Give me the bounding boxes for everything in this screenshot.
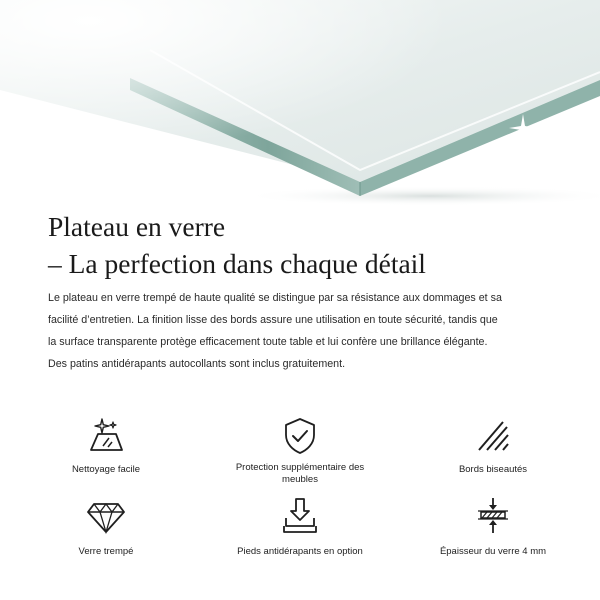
thickness-icon	[473, 496, 513, 536]
description	[48, 287, 573, 375]
feature-label: Verre trempé	[78, 546, 134, 557]
glass-plate-image	[0, 0, 600, 212]
sparkle-surface-icon	[86, 416, 126, 456]
title-line-2: – La perfection dans chaque détail	[48, 248, 426, 279]
feature-furniture-protection	[225, 416, 375, 486]
feature-non-slip-feet	[225, 496, 375, 558]
description-line: Le plateau en verre trempé de haute qualité se distingue par sa résistance aux dommages et sa	[48, 292, 502, 304]
bevel-lines-icon	[473, 416, 513, 456]
feature-glass-thickness	[418, 496, 568, 558]
description-line: facilité d’entretien. La finition lisse des bords assure une utilisation en toute sécurité, tandis que	[48, 314, 498, 326]
feature-label: Pieds antidérapants en option	[237, 546, 363, 557]
description-line: la surface transparente protège efficacement toute table et lui confère une brillance élégante.	[48, 336, 488, 348]
feature-label: Bords biseautés	[458, 464, 528, 475]
feature-beveled-edges	[418, 416, 568, 476]
feature-label: Protection supplémentaire des meubles	[235, 462, 365, 485]
description-line: Des patins antidérapants autocollants sont inclus gratuitement.	[48, 358, 346, 370]
page-title	[48, 208, 578, 282]
feature-label: Épaisseur du verre 4 mm	[439, 546, 547, 557]
pad-down-arrow-icon	[280, 496, 320, 536]
feature-easy-cleaning	[31, 416, 181, 476]
title-line-1: Plateau en verre	[48, 211, 226, 242]
diamond-icon	[86, 496, 126, 536]
shield-check-icon	[280, 416, 320, 456]
glass-plate-illustration	[0, 0, 600, 212]
feature-label: Nettoyage facile	[71, 464, 141, 475]
feature-tempered-glass	[31, 496, 181, 558]
